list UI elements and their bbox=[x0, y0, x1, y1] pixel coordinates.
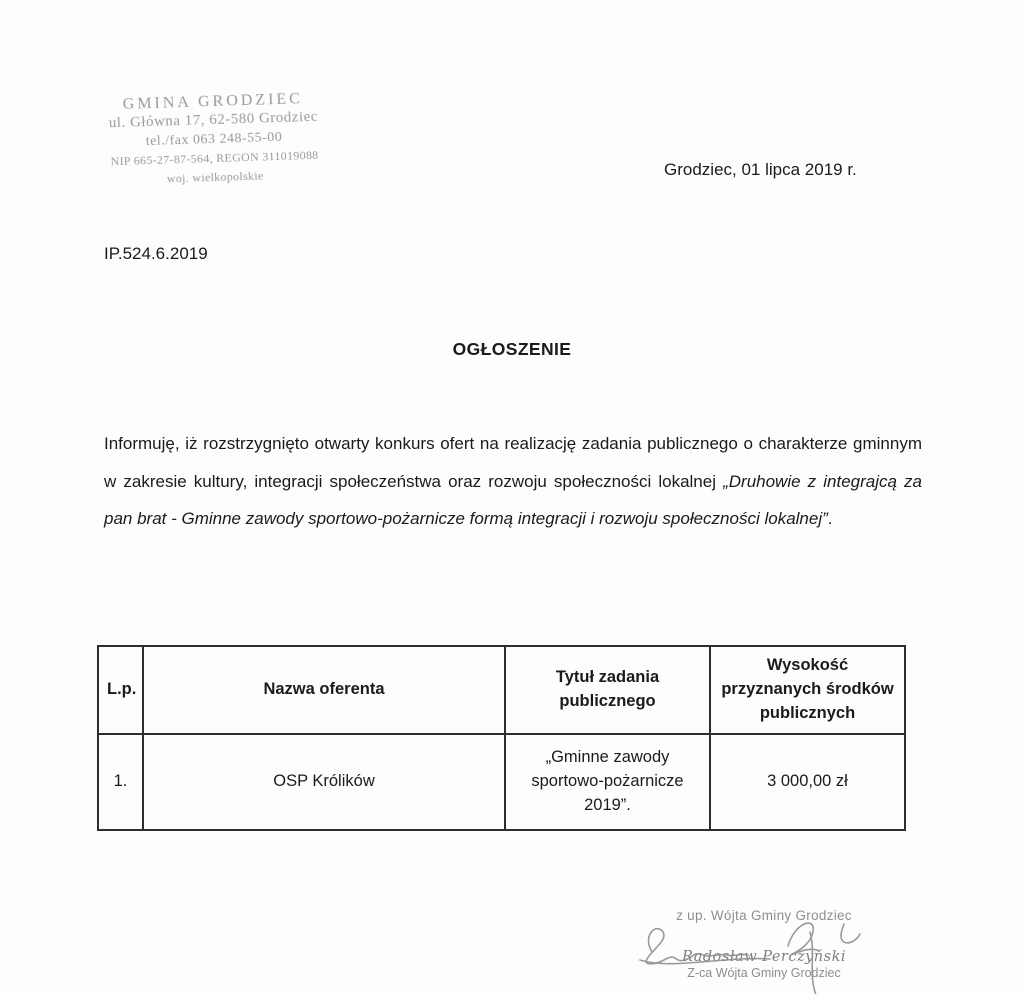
stamp-line: tel./fax 063 248-55-00 bbox=[145, 129, 283, 150]
stamp-line: woj. wielkopolskie bbox=[166, 168, 264, 186]
signature-authorization: z up. Wójta Gminy Grodziec bbox=[676, 908, 852, 923]
signatory-position: Z-ca Wójta Gminy Grodziec bbox=[687, 966, 841, 980]
paragraph-end: . bbox=[827, 509, 833, 528]
reference-number: IP.524.6.2019 bbox=[104, 244, 208, 263]
stamp-line: ul. Główna 17, 62-580 Grodziec bbox=[108, 108, 319, 132]
document-title: OGŁOSZENIE bbox=[452, 339, 572, 359]
signatory-name: Radosław Perczyński bbox=[682, 949, 846, 965]
cell-task-title: „Gminne zawody sportowo-pożarnicze 2019”. bbox=[505, 734, 710, 830]
stamp-line: NIP 665-27-87-564, REGON 311019088 bbox=[110, 147, 319, 169]
cell-lp: 1. bbox=[98, 734, 143, 830]
header-awarded-funds: Wysokość przyznanych środków publicznych bbox=[710, 646, 905, 734]
cell-awarded-amount: 3 000,00 zł bbox=[710, 734, 905, 830]
announcement-paragraph bbox=[104, 425, 922, 538]
project-title-quote: „Druhowie z integrajcą za pan brat - Gminne zawody sportowo-pożarnicze formą integracji i rozwoju społeczności lokalnej” bbox=[104, 471, 923, 528]
header-lp: L.p. bbox=[98, 646, 143, 734]
date-line: Grodziec, 01 lipca 2019 r. bbox=[664, 160, 857, 179]
header-offerer-name: Nazwa oferenta bbox=[143, 646, 505, 734]
paragraph-regular-text: Informuję, iż rozstrzygnięto otwarty konkurs ofert na realizację zadania publicznego o charakterze gminnym w zakresie kultury, integracji społeczeństwa oraz rozwoju społeczności lokalnej bbox=[104, 434, 922, 491]
signature-block bbox=[636, 908, 892, 980]
table-row bbox=[98, 734, 905, 830]
signature-gap bbox=[636, 923, 892, 949]
table-header-row bbox=[98, 646, 905, 734]
results-table bbox=[97, 645, 906, 831]
header-task-title: Tytuł zadania publicznego bbox=[505, 646, 710, 734]
cell-offerer-name: OSP Królików bbox=[143, 734, 505, 830]
stamp-line: GMINA GRODZIEC bbox=[122, 90, 304, 113]
municipal-stamp bbox=[75, 88, 354, 192]
